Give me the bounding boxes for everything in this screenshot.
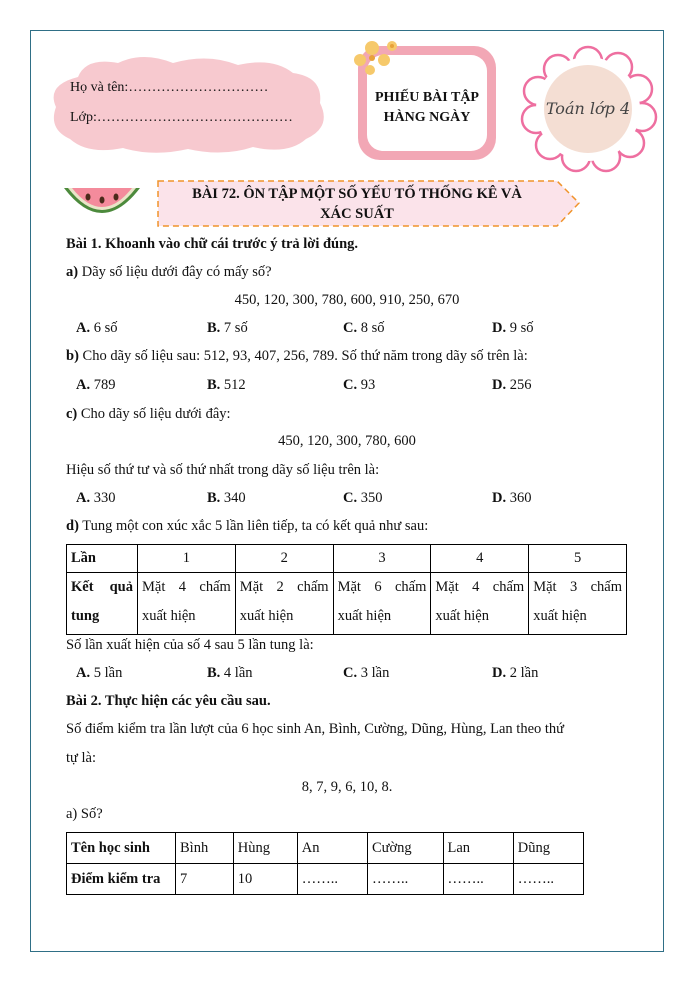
lesson-title-line1: BÀI 72. ÔN TẬP MỘT SỐ YẾU TỐ THỐNG KÊ VÀ: [192, 186, 522, 202]
ex1-d-option-c[interactable]: C. 3 lần: [343, 665, 390, 681]
table-cell: 5: [529, 545, 627, 573]
ex1-b-option-a[interactable]: A. 789: [76, 377, 116, 393]
ex1-a-option-a[interactable]: A. 6 số: [76, 320, 118, 336]
table-cell: Lan: [443, 833, 513, 864]
table-header-name: Tên học sinh: [67, 833, 176, 864]
table-cell: Hùng: [233, 833, 297, 864]
ex1-d-option-a[interactable]: A. 5 lần: [76, 665, 123, 681]
table-cell: 4: [431, 545, 529, 573]
scores-table: [66, 832, 584, 895]
table-header-result: Kết quả tung: [67, 573, 138, 635]
table-cell: An: [297, 833, 367, 864]
ex1-d-label: d): [66, 518, 79, 534]
table-cell: 2: [235, 545, 333, 573]
table-header-score: Điểm kiểm tra: [67, 864, 176, 895]
table-cell: 3: [333, 545, 431, 573]
worksheet-title-frame: [352, 38, 502, 166]
table-header-turn: Lần: [67, 545, 138, 573]
ex1-a-label: a): [66, 264, 79, 280]
lesson-title-line2: XÁC SUẤT: [320, 206, 394, 222]
ex1-a-text: Dãy số liệu dưới đây có mấy số?: [78, 264, 272, 280]
table-cell: 7: [176, 864, 234, 895]
cloud-shape: [48, 55, 330, 155]
ex2-intro-line2: tự là:: [66, 750, 97, 766]
ex1-c-option-a[interactable]: A. 330: [76, 490, 116, 506]
score-blank[interactable]: ……..: [513, 864, 583, 895]
ex1-a-question: [66, 264, 272, 281]
worksheet-title-line1: PHIẾU BÀI TẬP: [375, 90, 479, 105]
name-field[interactable]: Họ và tên:…………………………: [70, 80, 269, 95]
ex1-d-option-d[interactable]: D. 2 lần: [492, 665, 539, 681]
ex1-a-option-b[interactable]: B. 7 số: [207, 320, 248, 336]
ex1-d-question: [66, 518, 428, 535]
ex1-b-option-c[interactable]: C. 93: [343, 377, 376, 393]
ex2-a-label: a) Số?: [66, 806, 103, 822]
ex1-d-text: Tung một con xúc xắc 5 lần liên tiếp, ta có kết quả như sau:: [78, 518, 429, 534]
ex2-data: 8, 7, 9, 6, 10, 8.: [301, 779, 393, 795]
score-blank[interactable]: ……..: [297, 864, 367, 895]
ex1-b-option-d[interactable]: D. 256: [492, 377, 532, 393]
ex1-heading: Bài 1. Khoanh vào chữ cái trước ý trả lời đúng.: [66, 236, 359, 252]
watermelon-shape: [62, 182, 142, 224]
table-cell: Bình: [176, 833, 234, 864]
ex1-a-option-d[interactable]: D. 9 số: [492, 320, 534, 336]
lesson-title: [157, 184, 557, 224]
table-cell: Mặt 4 chấm xuất hiện: [431, 573, 529, 635]
ex1-c-question: [66, 406, 231, 423]
ex1-c-text: Cho dãy số liệu dưới đây:: [77, 406, 231, 422]
table-row: [67, 573, 627, 635]
ex2-intro-line1: Số điểm kiểm tra lần lượt của 6 học sinh An, Bình, Cường, Dũng, Hùng, Lan theo thứ: [66, 721, 565, 737]
ex1-b-option-b[interactable]: B. 512: [207, 377, 246, 393]
ex1-c-option-d[interactable]: D. 360: [492, 490, 532, 506]
name-class-cloud: [48, 55, 330, 155]
dice-results-table: [66, 544, 627, 635]
table-row: [67, 833, 584, 864]
ex1-d-question2: Số lần xuất hiện của số 4 sau 5 lần tung là:: [66, 637, 314, 653]
ex1-d-option-b[interactable]: B. 4 lần: [207, 665, 253, 681]
table-cell: 10: [233, 864, 297, 895]
ex1-b-text: Cho dãy số liệu sau: 512, 93, 407, 256, 789. Số thứ năm trong dãy số trên là:: [78, 348, 528, 364]
worksheet-title: [352, 88, 502, 128]
ex1-a-data: 450, 120, 300, 780, 600, 910, 250, 670: [234, 292, 460, 308]
score-blank[interactable]: ……..: [443, 864, 513, 895]
table-row: [67, 864, 584, 895]
ex2-heading: Bài 2. Thực hiện các yêu cầu sau.: [66, 693, 271, 709]
ex1-c-option-c[interactable]: C. 350: [343, 490, 383, 506]
table-cell: Cường: [367, 833, 443, 864]
lesson-title-banner: [157, 180, 580, 227]
ex1-c-label: c): [66, 406, 78, 422]
score-blank[interactable]: ……..: [367, 864, 443, 895]
subject-flower-badge: [518, 45, 658, 173]
table-cell: Mặt 6 chấm xuất hiện: [333, 573, 431, 635]
table-cell: Mặt 4 chấm xuất hiện: [138, 573, 236, 635]
table-cell: Mặt 3 chấm xuất hiện: [529, 573, 627, 635]
table-row: [67, 545, 627, 573]
class-field[interactable]: Lớp:……………………………………: [70, 110, 293, 125]
ex1-b-question: [66, 348, 528, 365]
ex1-c-option-b[interactable]: B. 340: [207, 490, 246, 506]
worksheet-title-line2: HÀNG NGÀY: [383, 110, 471, 125]
table-cell: Dũng: [513, 833, 583, 864]
table-cell: Mặt 2 chấm xuất hiện: [235, 573, 333, 635]
ex1-c-data: 450, 120, 300, 780, 600: [278, 433, 416, 449]
ex1-b-label: b): [66, 348, 79, 364]
watermelon-icon: [62, 182, 142, 224]
table-cell: 1: [138, 545, 236, 573]
subject-label: Toán lớp 4: [545, 99, 631, 118]
ex1-a-option-c[interactable]: C. 8 số: [343, 320, 385, 336]
ex1-c-question2: Hiệu số thứ tư và số thứ nhất trong dãy số liệu trên là:: [66, 462, 380, 478]
